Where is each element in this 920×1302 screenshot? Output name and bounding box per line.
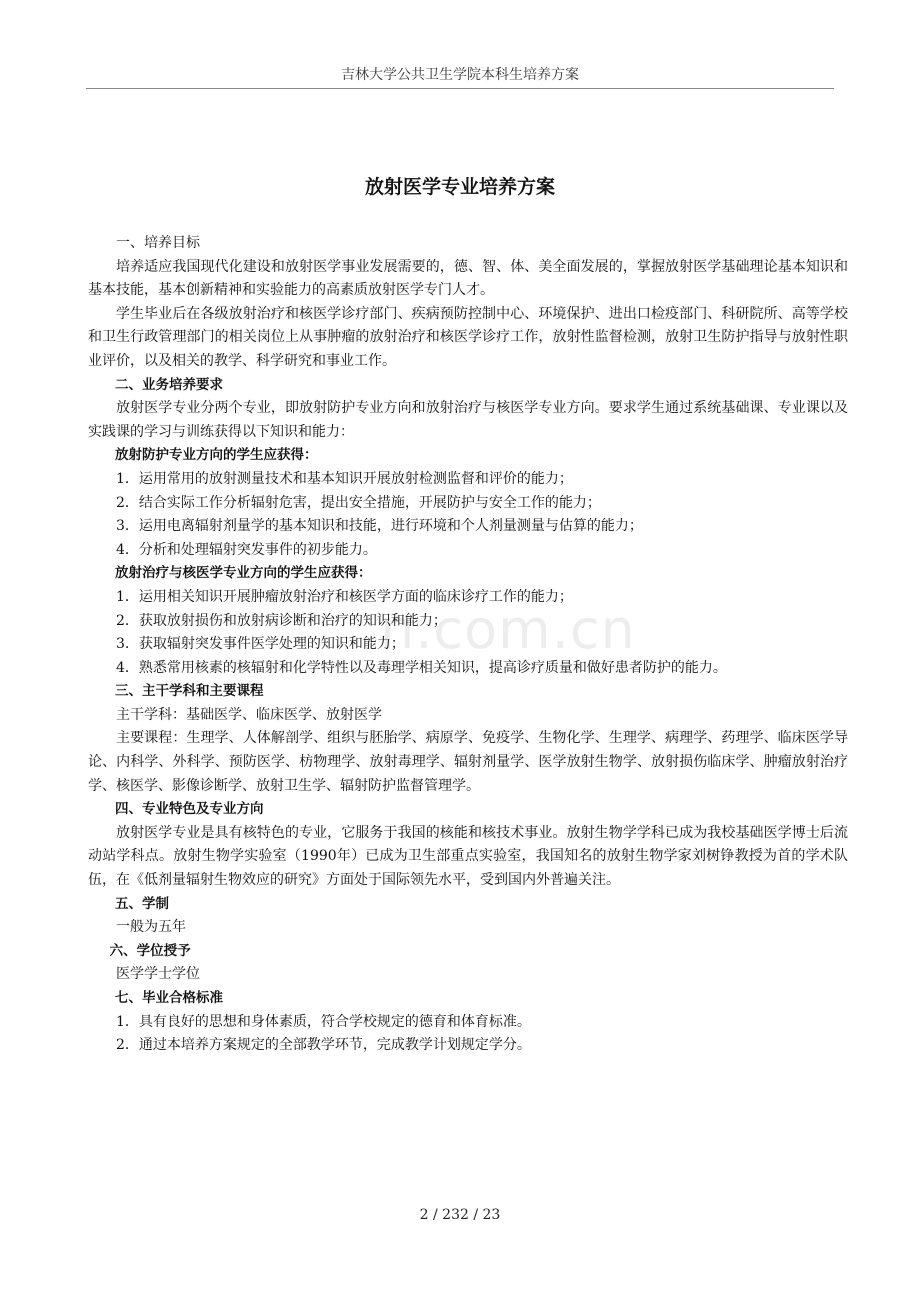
group-1-item: 2．结合实际工作分析辐射危害，提出安全措施，开展防护与安全工作的能力； xyxy=(116,494,601,511)
group-1-item: 4．分析和处理辐射突发事件的初步能力。 xyxy=(116,541,377,558)
document-body xyxy=(88,232,848,1058)
section-7-heading: 七、毕业合格标准 xyxy=(115,990,223,1006)
section-2-heading: 二、业务培养要求 xyxy=(115,376,223,393)
page-number: 2 / 232 / 23 xyxy=(419,1207,501,1223)
group-1-item: 1．运用常用的放射测量技术和基本知识开展放射检测监督和评价的能力； xyxy=(116,470,573,487)
section-4-heading: 四、专业特色及专业方向 xyxy=(115,801,264,818)
group-2-heading: 放射治疗与核医学专业方向的学生应获得： xyxy=(115,565,372,582)
group-2-item: 4．熟悉常用核素的核辐射和化学特性以及毒理学相关知识，提高诊疗质量和做好患者防护的能力。 xyxy=(116,659,727,676)
section-2-intro: 放射医学专业分两个专业，即放射防护专业方向和放射治疗与核医学专业方向。要求学生通过系统基础课、专业课以及实践课的学习与训练获得以下知识和能力： xyxy=(88,400,848,440)
section-6-heading: 六、学位授予 xyxy=(109,942,191,959)
group-1-item: 3．运用电离辐射剂量学的基本知识和技能，进行环境和个人剂量测量与估算的能力； xyxy=(116,518,643,535)
section-1-heading: 一、培养目标 xyxy=(116,235,200,251)
page-header: 吉林大学公共卫生学院本科生培养方案 xyxy=(341,67,579,83)
group-2-item: 3．获取辐射突发事件医学处理的知识和能力； xyxy=(116,636,405,653)
main-courses: 主要课程：生理学、人体解剖学、组织与胚胎学、病原学、免疫学、生物化学、生理学、病理学、药理学、临床医学导论、内科学、外科学、预防医学、枋物理学、放射毒理学、辐射剂量学、医学放射生物学、放射损伤临床学、肿瘤放射治疗学、核医学、影像诊断学、放射卫生学、辐射防护监督管理学。 xyxy=(88,730,848,794)
watermark: n.com.cn xyxy=(380,598,636,661)
section-1-paragraph-2: 学生毕业后在各级放射治疗和核医学诊疗部门、疾病预防控制中心、环境保护、进出口检疫部门、科研院所、高等学校和卫生行政管理部门的相关岗位上从事肿瘤的放射治疗和核医学诊疗工作，放射性监督检测，放射卫生防护指导与放射性职业评价，以及相关的教学、科学研究和事业工作。 xyxy=(88,305,848,369)
group-2-item: 1．运用相关知识开展肿瘤放射治疗和核医学方面的临床诊疗工作的能力； xyxy=(116,588,573,605)
section-5-heading: 五、学制 xyxy=(115,895,169,912)
graduation-criterion: 2．通过本培养方案规定的全部教学环节，完成教学计划规定学分。 xyxy=(116,1037,531,1054)
section-4-paragraph: 放射医学专业是具有核特色的专业，它服务于我国的核能和核技术事业。放射生物学学科已成为我校基础医学博士后流动站学科点。放射生物学实验室（1990年）已成为卫生部重点实验室，我国知名的放射生物学家刘树铮教授为首的学术队伍，在《低剂量辐射生物效应的研究》方面处于国际领先水平，受到国内外普遍关注。 xyxy=(88,824,848,889)
section-3-heading: 三、主干学科和主要课程 xyxy=(115,683,264,700)
degree-awarded: 医学学士学位 xyxy=(116,966,200,983)
main-disciplines: 主干学科：基础医学、临床医学、放射医学 xyxy=(116,706,382,723)
group-2-item: 2．获取放射损伤和放射病诊断和治疗的知识和能力； xyxy=(116,612,447,629)
section-1-paragraph-1: 培养适应我国现代化建设和放射医学事业发展需要的，德、智、体、美全面发展的，掌握放射医学基础理论基本知识和基本技能，基本创新精神和实验能力的高素质放射医学专门人才。 xyxy=(88,258,848,299)
group-1-heading: 放射防护专业方向的学生应获得： xyxy=(115,447,318,464)
study-duration: 一般为五年 xyxy=(116,919,186,936)
document-title: 放射医学专业培养方案 xyxy=(364,176,555,198)
header-divider xyxy=(86,88,834,89)
graduation-criterion: 1．具有良好的思想和身体素质，符合学校规定的德育和体育标准。 xyxy=(116,1013,531,1030)
